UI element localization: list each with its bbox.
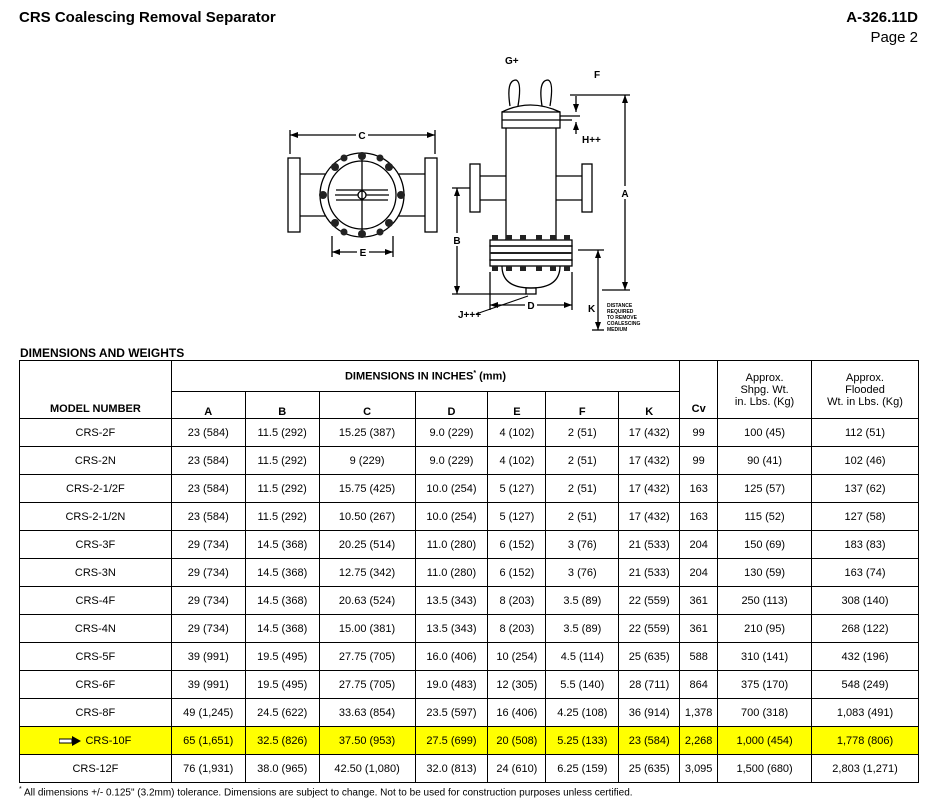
label-d: D	[527, 301, 535, 312]
flooded-weight-header: Approx. Flooded Wt. in Lbs. (Kg)	[812, 361, 919, 419]
table-row	[20, 419, 919, 447]
footnote: * All dimensions +/- 0.125" (3.2mm) tolerance. Dimensions are subject to change. Not to be used for construction purposes unless certified.	[19, 786, 633, 799]
cell-f: 4.5 (114)	[546, 643, 619, 671]
cell-e: 5 (127)	[488, 503, 546, 531]
table-row	[20, 475, 919, 503]
document-number: A-326.11D	[846, 9, 918, 26]
cell-flood: 183 (83)	[812, 531, 919, 559]
table-row	[20, 587, 919, 615]
cell-k: 25 (635)	[619, 755, 680, 783]
elevation-view	[470, 80, 592, 294]
cell-a: 29 (734)	[171, 587, 245, 615]
cell-k: 23 (584)	[619, 727, 680, 755]
cell-a: 65 (1,651)	[171, 727, 245, 755]
cell-cv: 163	[680, 475, 718, 503]
cell-e: 10 (254)	[488, 643, 546, 671]
arrow-right-icon	[59, 736, 81, 746]
cell-b: 11.5 (292)	[245, 475, 319, 503]
cell-a: 23 (584)	[171, 503, 245, 531]
cell-k: 17 (432)	[619, 419, 680, 447]
cell-cv: 1,378	[680, 699, 718, 727]
cell-cv: 361	[680, 587, 718, 615]
cell-c: 37.50 (953)	[319, 727, 415, 755]
cell-b: 24.5 (622)	[245, 699, 319, 727]
col-header-e: E	[488, 392, 546, 419]
cell-flood: 268 (122)	[812, 615, 919, 643]
cell-f: 3 (76)	[546, 531, 619, 559]
cell-b: 14.5 (368)	[245, 587, 319, 615]
dimensions-group-header: DIMENSIONS IN INCHES* (mm)	[171, 361, 679, 392]
cell-cv: 204	[680, 531, 718, 559]
table-body	[20, 419, 919, 783]
cell-a: 29 (734)	[171, 559, 245, 587]
cell-flood: 127 (58)	[812, 503, 919, 531]
cell-model: CRS-2N	[20, 447, 172, 475]
table-row	[20, 755, 919, 783]
cell-ship: 250 (113)	[718, 587, 812, 615]
plan-view	[288, 153, 437, 237]
cell-b: 14.5 (368)	[245, 559, 319, 587]
cell-c: 33.63 (854)	[319, 699, 415, 727]
cell-a: 23 (584)	[171, 419, 245, 447]
label-h: H++	[582, 135, 601, 146]
cell-d: 9.0 (229)	[415, 447, 488, 475]
cell-model: CRS-8F	[20, 699, 172, 727]
cell-c: 20.25 (514)	[319, 531, 415, 559]
cell-a: 29 (734)	[171, 615, 245, 643]
cell-model: CRS-4F	[20, 587, 172, 615]
cell-e: 8 (203)	[488, 587, 546, 615]
cell-a: 23 (584)	[171, 475, 245, 503]
cell-f: 4.25 (108)	[546, 699, 619, 727]
cell-flood: 308 (140)	[812, 587, 919, 615]
cell-model: CRS-5F	[20, 643, 172, 671]
cell-model: CRS-3N	[20, 559, 172, 587]
cell-cv: 361	[680, 615, 718, 643]
cell-flood: 137 (62)	[812, 475, 919, 503]
cell-a: 23 (584)	[171, 447, 245, 475]
cell-cv: 204	[680, 559, 718, 587]
cell-model: CRS-2-1/2F	[20, 475, 172, 503]
cell-flood: 432 (196)	[812, 643, 919, 671]
cell-flood: 548 (249)	[812, 671, 919, 699]
cell-c: 27.75 (705)	[319, 643, 415, 671]
cell-model: CRS-10F	[20, 727, 172, 755]
table-row	[20, 559, 919, 587]
cell-c: 9 (229)	[319, 447, 415, 475]
cell-cv: 99	[680, 419, 718, 447]
section-title: DIMENSIONS AND WEIGHTS	[20, 346, 185, 360]
cell-b: 11.5 (292)	[245, 419, 319, 447]
cell-ship: 115 (52)	[718, 503, 812, 531]
label-j: J+++	[458, 310, 482, 321]
cell-d: 16.0 (406)	[415, 643, 488, 671]
cell-e: 6 (152)	[488, 559, 546, 587]
document-title: CRS Coalescing Removal Separator	[19, 9, 276, 26]
cell-model: CRS-3F	[20, 531, 172, 559]
page-number: Page 2	[870, 29, 918, 46]
cell-model: CRS-6F	[20, 671, 172, 699]
cell-f: 5.5 (140)	[546, 671, 619, 699]
cell-f: 3 (76)	[546, 559, 619, 587]
k-note-line-2: REQUIRED	[607, 309, 634, 315]
cell-ship: 100 (45)	[718, 419, 812, 447]
table-row	[20, 531, 919, 559]
cell-d: 23.5 (597)	[415, 699, 488, 727]
cell-d: 13.5 (343)	[415, 587, 488, 615]
cell-ship: 210 (95)	[718, 615, 812, 643]
cell-model: CRS-2F	[20, 419, 172, 447]
cell-e: 6 (152)	[488, 531, 546, 559]
separator-dimension-drawing	[280, 50, 660, 342]
cell-d: 10.0 (254)	[415, 475, 488, 503]
table-row	[20, 503, 919, 531]
label-b: B	[453, 236, 461, 247]
cell-k: 17 (432)	[619, 503, 680, 531]
cell-a: 39 (991)	[171, 671, 245, 699]
cell-flood: 112 (51)	[812, 419, 919, 447]
col-header-d: D	[415, 392, 488, 419]
cell-cv: 864	[680, 671, 718, 699]
cell-b: 38.0 (965)	[245, 755, 319, 783]
cell-f: 6.25 (159)	[546, 755, 619, 783]
cell-b: 14.5 (368)	[245, 615, 319, 643]
cell-c: 15.00 (381)	[319, 615, 415, 643]
cell-ship: 90 (41)	[718, 447, 812, 475]
label-f: F	[594, 70, 601, 81]
label-g: G+	[505, 56, 519, 67]
table-row	[20, 699, 919, 727]
cell-c: 10.50 (267)	[319, 503, 415, 531]
cell-cv: 163	[680, 503, 718, 531]
cell-cv: 2,268	[680, 727, 718, 755]
cell-c: 15.25 (387)	[319, 419, 415, 447]
k-note-line-3: TO REMOVE	[607, 315, 637, 321]
cell-e: 24 (610)	[488, 755, 546, 783]
cell-e: 20 (508)	[488, 727, 546, 755]
cell-c: 20.63 (524)	[319, 587, 415, 615]
cell-flood: 163 (74)	[812, 559, 919, 587]
cell-cv: 3,095	[680, 755, 718, 783]
label-k: K	[588, 304, 596, 315]
cell-f: 2 (51)	[546, 447, 619, 475]
cell-model: CRS-12F	[20, 755, 172, 783]
cell-k: 22 (559)	[619, 615, 680, 643]
label-c: C	[358, 131, 366, 142]
cell-k: 22 (559)	[619, 587, 680, 615]
cell-model: CRS-2-1/2N	[20, 503, 172, 531]
cell-d: 32.0 (813)	[415, 755, 488, 783]
cell-ship: 310 (141)	[718, 643, 812, 671]
cell-k: 21 (533)	[619, 531, 680, 559]
col-header-f: F	[546, 392, 619, 419]
dimensions-table	[19, 360, 919, 783]
cell-ship: 700 (318)	[718, 699, 812, 727]
table-row	[20, 643, 919, 671]
cell-e: 8 (203)	[488, 615, 546, 643]
cell-ship: 125 (57)	[718, 475, 812, 503]
k-note-line-4: COALESCING	[607, 321, 641, 327]
cell-flood: 1,778 (806)	[812, 727, 919, 755]
cell-cv: 99	[680, 447, 718, 475]
cell-f: 5.25 (133)	[546, 727, 619, 755]
cell-f: 2 (51)	[546, 503, 619, 531]
col-header-b: B	[245, 392, 319, 419]
cell-flood: 1,083 (491)	[812, 699, 919, 727]
cell-d: 19.0 (483)	[415, 671, 488, 699]
cell-ship: 1,500 (680)	[718, 755, 812, 783]
k-note-line-5: MEDIUM	[607, 327, 628, 333]
cell-b: 14.5 (368)	[245, 531, 319, 559]
cell-a: 39 (991)	[171, 643, 245, 671]
cell-b: 19.5 (495)	[245, 643, 319, 671]
cell-b: 11.5 (292)	[245, 447, 319, 475]
cell-cv: 588	[680, 643, 718, 671]
col-header-c: C	[319, 392, 415, 419]
shipping-weight-header: Approx. Shpg. Wt. in. Lbs. (Kg)	[718, 361, 812, 419]
cell-c: 27.75 (705)	[319, 671, 415, 699]
label-a: A	[621, 189, 629, 200]
cell-model: CRS-4N	[20, 615, 172, 643]
cell-ship: 130 (59)	[718, 559, 812, 587]
cell-f: 2 (51)	[546, 475, 619, 503]
cell-e: 16 (406)	[488, 699, 546, 727]
cell-c: 15.75 (425)	[319, 475, 415, 503]
table-row	[20, 727, 919, 755]
k-note-line-1: DISTANCE	[607, 303, 633, 309]
cell-b: 11.5 (292)	[245, 503, 319, 531]
cell-a: 29 (734)	[171, 531, 245, 559]
table-row	[20, 615, 919, 643]
cell-ship: 1,000 (454)	[718, 727, 812, 755]
label-e: E	[359, 248, 367, 259]
cell-d: 11.0 (280)	[415, 531, 488, 559]
cell-e: 12 (305)	[488, 671, 546, 699]
model-number-header: MODEL NUMBER	[20, 361, 172, 419]
table-row	[20, 447, 919, 475]
cell-d: 9.0 (229)	[415, 419, 488, 447]
cell-ship: 150 (69)	[718, 531, 812, 559]
cell-f: 3.5 (89)	[546, 587, 619, 615]
cell-a: 76 (1,931)	[171, 755, 245, 783]
cell-e: 4 (102)	[488, 447, 546, 475]
cell-flood: 102 (46)	[812, 447, 919, 475]
cell-b: 19.5 (495)	[245, 671, 319, 699]
cv-header: Cv	[680, 361, 718, 419]
cell-k: 17 (432)	[619, 475, 680, 503]
cell-a: 49 (1,245)	[171, 699, 245, 727]
cell-f: 3.5 (89)	[546, 615, 619, 643]
cell-flood: 2,803 (1,271)	[812, 755, 919, 783]
cell-d: 10.0 (254)	[415, 503, 488, 531]
table-row	[20, 671, 919, 699]
cell-e: 5 (127)	[488, 475, 546, 503]
cell-d: 11.0 (280)	[415, 559, 488, 587]
cell-d: 27.5 (699)	[415, 727, 488, 755]
cell-k: 36 (914)	[619, 699, 680, 727]
col-header-k: K	[619, 392, 680, 419]
col-header-a: A	[171, 392, 245, 419]
cell-c: 12.75 (342)	[319, 559, 415, 587]
cell-e: 4 (102)	[488, 419, 546, 447]
cell-k: 28 (711)	[619, 671, 680, 699]
cell-b: 32.5 (826)	[245, 727, 319, 755]
cell-c: 42.50 (1,080)	[319, 755, 415, 783]
cell-k: 25 (635)	[619, 643, 680, 671]
cell-ship: 375 (170)	[718, 671, 812, 699]
cell-k: 21 (533)	[619, 559, 680, 587]
cell-f: 2 (51)	[546, 419, 619, 447]
cell-d: 13.5 (343)	[415, 615, 488, 643]
cell-k: 17 (432)	[619, 447, 680, 475]
